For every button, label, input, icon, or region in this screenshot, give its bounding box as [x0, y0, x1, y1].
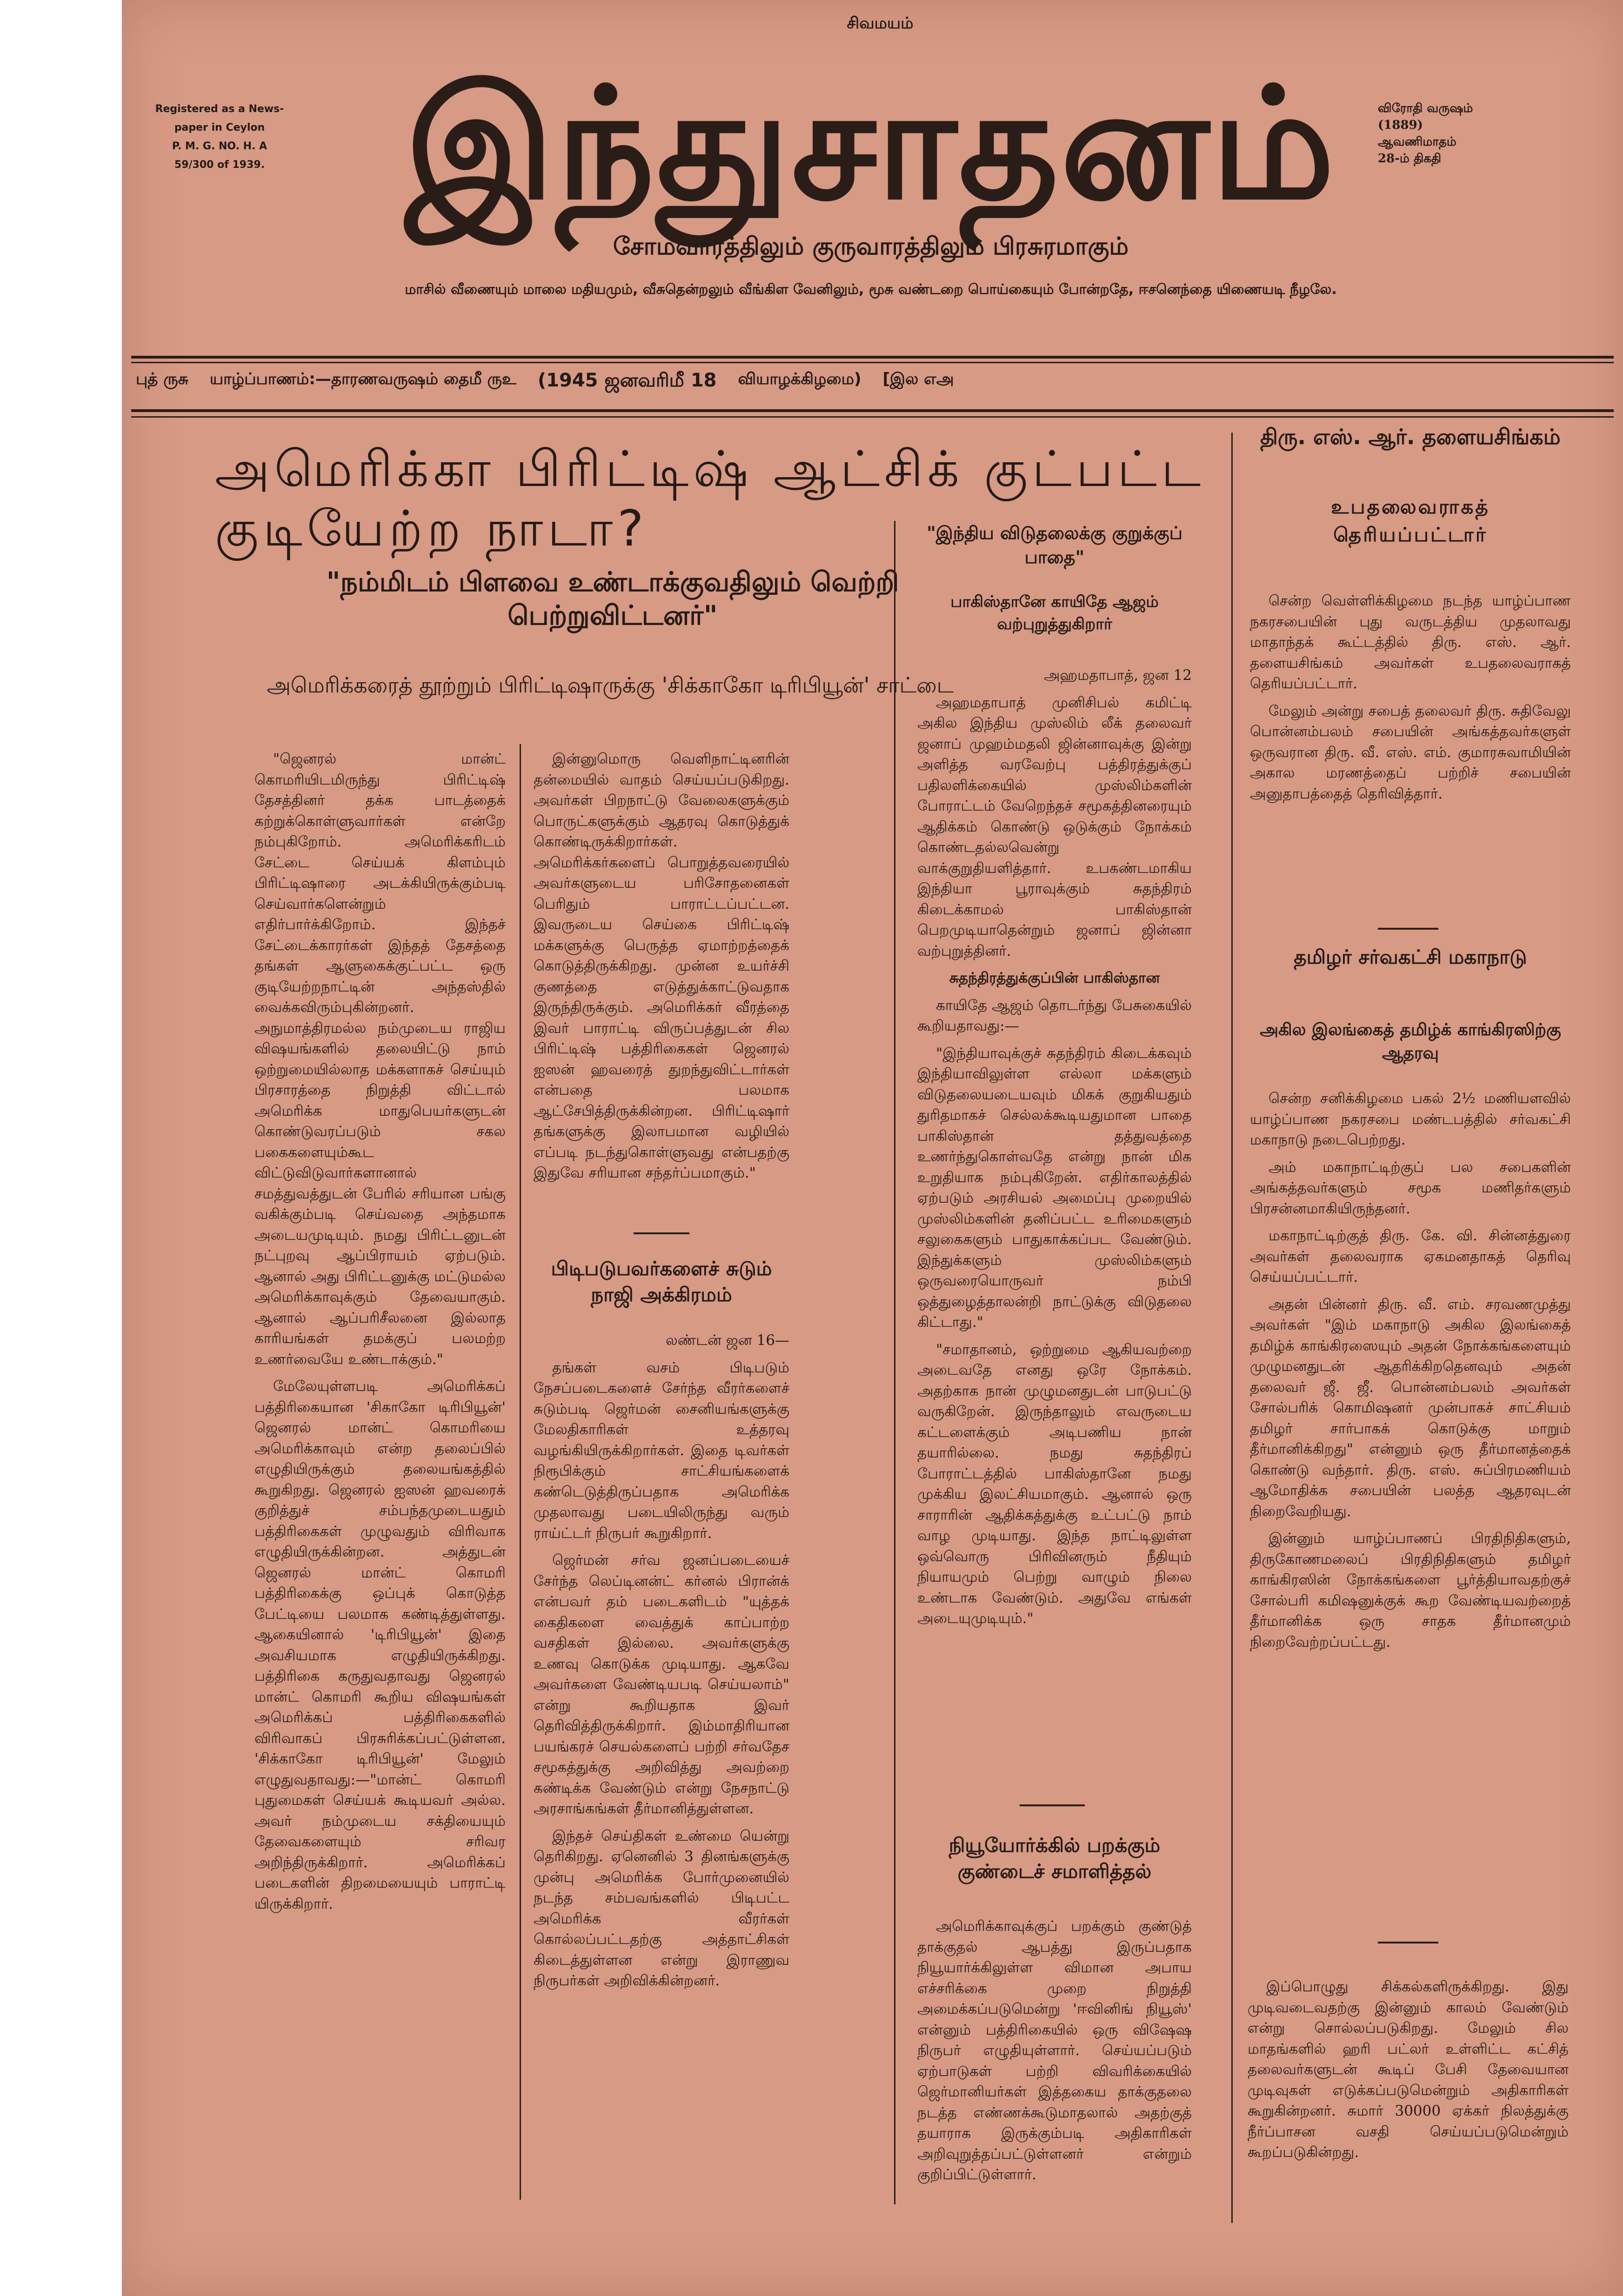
year-line: ஆவணிமாதம்	[1378, 135, 1456, 149]
dateline-place: யாழ்ப்பாணம்:—தாரணவருஷம் தைமீ ருஉ	[209, 370, 516, 388]
right-headline: உபதலைவராகத் தெரியப்பட்டார்	[1331, 495, 1490, 546]
article-paragraph: மேலும் அன்று சபைத் தலைவர் திரு. சுதிவேலு பொன்னம்பலம் சபையின் அங்கத்தவர்களுள் ஒருவரான திரு. வீ. எஸ். எம். குமாரசுவாமியின் அகால மரணத்தைப் பற்றிச் சபையின் அனுதாபத்தைத் தெரிவித்தார்.	[1250, 702, 1571, 802]
conference-headline: தமிழர் சர்வகட்சி மகாநாடு	[1294, 945, 1527, 968]
pakistan-subhead: பாகிஸ்தானே காயிதே ஆஜம் வற்புறுத்துகிறார்	[950, 592, 1159, 633]
section-divider	[1378, 928, 1438, 930]
article-paragraph: அமெரிக்காவுக்குப் பறக்கும் குண்டுத் தாக்குதல் ஆபத்து இருப்பதாக நியூயார்க்கிலுள்ள விமான அபாய எச்சரிக்கை முறை நிறுத்தி அமைக்கப்படுமென்று 'ஈவினிங் நியூஸ்' என்னும் பத்திரிகையில் ஒரு விஷேஷ நிருபர் எழுதியுள்ளார். செய்யப்படும் ஏற்பாடுகள் பற்றி விவரிக்கையில் ஜெர்மானியர்கள் இத்தகைய தாக்குதலை நடத்த எண்ணக்கூடுமாதலால் அதற்குத் தயாராக இருக்கும்படி அதிகாரிகள் அறிவுறுத்தப்பட்டுள்ளனர் என்றும் குறிப்பிட்டுள்ளார்.	[917, 1918, 1192, 2183]
article-paragraph: சென்ற வெள்ளிக்கிழமை நடந்த யாழ்ப்பாண நகரசபையின் புது வருடத்திய முதலாவது மாதாந்தக் கூட்டத்தில் திரு. எஸ். ஆர். தளையசிங்கம் அவர்கள் உபதலைவராகத் தெரியப்பட்டார்.	[1250, 592, 1571, 692]
arrest-article	[534, 1330, 789, 2186]
article-paragraph: இந்தச் செய்திகள் உண்மை யென்று தெரிகிறது. ஏனெனில் 3 தினங்களுக்கு முன்பு அமெரிக்க போர்முனையில் நடந்த சம்பவங்களில் பிடிபட்ட அமெரிக்க வீரர்கள் கொல்லப்பட்டதற்கு அத்தாட்சிகள் கிடைத்துள்ளன என்று இராணுவ நிருபர்கள் அறிவிக்கின்றனர்.	[534, 1827, 789, 1989]
right-name-headline: திரு. எஸ். ஆர். தளையசிங்கம்	[1260, 424, 1561, 449]
column-rule	[520, 744, 521, 2200]
arrest-headline: பிடிபடுபவர்களைச் சுடும் நாஜி அக்கிரமம்	[551, 1257, 772, 1306]
section-divider	[1378, 1942, 1438, 1943]
conference-subhead: அகில இலங்கைத் தமிழ்க் காங்கிரஸிற்கு ஆதரவு	[1260, 1020, 1561, 1063]
article-paragraph: இன்னும் யாழ்ப்பாணப் பிரதிநிதிகளும், திருகோணமலைப் பிரதிநிதிகளும் தமிழர் காங்கிரஸின் நோக்கங்களை பூர்த்தியாவதற்குச் சோல்பரி கமிஷனுக்குக் கூற வேண்டியவற்றைத் தீர்மானிக்க ஒரு சாதக தீர்மானமும் நிறைவேற்றப்பட்டது.	[1250, 1530, 1571, 1650]
lead-subhead: "நம்மிடம் பிளவை உண்டாக்குவதிலும் வெற்றி பெற்றுவிட்டனர்"	[326, 566, 899, 631]
masthead-rule	[131, 356, 1614, 359]
registration-note	[145, 100, 294, 174]
publication-tagline: சோமவாரத்திலும் குருவாரத்திலும் பிரசுரமாகும்	[613, 233, 1129, 260]
section-divider	[634, 1232, 689, 1234]
lead-article-column-2	[534, 749, 789, 1223]
issue-date: (1945 ஜனவரிமீ 18	[537, 370, 717, 391]
pakistan-quote-headline: "இந்திய விடுதலைக்கு குறுக்குப் பாதை"	[926, 523, 1183, 567]
column-rule	[1231, 433, 1233, 2223]
article-paragraph: "இந்தியாவுக்குச் சுதந்திரம் கிடைக்கவும் இந்தியாவிலுள்ள எல்லா மக்களும் விடுதலையடையவும் மிகக் குறுகியதும் துரிதமாகச் செல்லக்கூடியதுமான பாதை பாகிஸ்தான் தத்துவத்தை உணர்ந்துகொள்வதே என்று நான் மிக உறுதியாக நம்புகிறேன். எதிர்காலத்தில் ஏற்படும் அரசியல் அமைப்பு முறையில் முஸ்லிம்களின் தனிப்பட்ட உரிமைகளும் சலுகைகளும் பாதுகாக்கப்பட வேண்டும். இந்துக்களும் முஸ்லிம்களும் ஒருவரையொருவர் நம்பி ஒத்துழைத்தாலன்றி நாட்டுக்கு விடுதலை கிட்டாது."	[917, 1045, 1192, 1331]
year-line: விரோதி வருஷம்	[1378, 101, 1473, 115]
volume-number: புத் ருசு	[136, 370, 188, 388]
article-dateline: லண்டன் ஜன 16—	[666, 1332, 789, 1349]
dateline-rule	[131, 409, 1614, 412]
article-paragraph: அதன் பின்னர் திரு. வீ. எம். சரவணமுத்து அவர்கள் "இம் மகாநாடு அகில இலங்கைத் தமிழ்க் காங்கிரஸையும் அதன் நோக்கங்களையும் முழுமனதுடன் ஆதரிக்கிறதெனவும் அதன் தலைவர் ஜீ. ஜீ. பொன்னம்பலம் அவர்கள் சோல்பரிக் கொமிஷனர் முன்பாகச் சாட்சியம் தமிழர் சார்பாகக் கொடுக்கு மாறும் தீர்மானிக்கிறது" என்னும் ஒரு தீர்மானத்தைக் கொண்டு வந்தார். திரு. எஸ். சுப்பிரமணியம் ஆமோதிக்க சபையின் பலத்த ஆதரவுடன் நிறைவேறியது.	[1250, 1296, 1571, 1520]
article-paragraph: இன்னுமொரு வெளிநாட்டினரின் தன்மையில் வாதம் செய்யப்படுகிறது. அவர்கள் பிறநாட்டு வேலைகளுக்கும் பொருட்களுக்கும் ஆதரவு கொடுத்துக் கொண்டிருக்கிறார்கள். அமெரிக்கர்களைப் பொறுத்தவரையில் அவர்களுடைய பரிசோதனைகள் பெரிதும் பாராட்டப்பட்டன. இவருடைய செய்கை பிரிட்டிஷ் மக்களுக்கு பெருத்த ஏமாற்றத்தைக் கொடுத்திருக்கிறது. முன்ன உயர்ச்சி குணத்தை எடுத்துக்காட்டுவதாக இருந்திருக்கும். அமெரிக்கர் வீரத்தை இவர் பாராட்டி விருப்பத்துடன் சில பிரிட்டிஷ் பத்திரிகைகள் ஜெனரல் ஐஸன் ஹவரைத் துறந்துவிட்டார்கள் என்பதை பலமாக ஆட்சேபித்திருக்கின்றன. பிரிட்டிஷார் தங்களுக்கு இலாபமான வழியில் எப்படி நடந்துகொள்ளுவது என்பதற்கு இதுவே சரியான சந்தர்ப்பமாகும்."	[534, 751, 789, 1181]
article-subheading: சுதந்திரத்துக்குப்பின் பாகிஸ்தான	[949, 970, 1160, 986]
article-paragraph: இப்பொழுது சிக்கல்களிருக்கிறது. இது முடிவடைவதற்கு இன்னும் காலம் வேண்டும் என்று சொல்லப்படுகிறது. மேலும் சில மாதங்களில் ஹரி பட்லர் உள்ளிட்ட கட்சித் தலைவர்களுடன் கூடிப் பேசி தேவையான முடிவுகள் எடுக்கப்படுமென்றும் அதிகாரிகள் கூறுகின்றனர். சுமார் 30000 ஏக்கர் நிலத்துக்கு நீர்ப்பாசன வசதி செய்யப்படுமென்றும் கூறப்படுகின்றது.	[1248, 1978, 1569, 2161]
issue-day: வியாழக்கிழமை)	[738, 370, 862, 388]
article-paragraph: தங்கள் வசம் பிடிபடும் நேசப்படைகளைச் சேர்ந்த வீரர்களைச் சுடும்படி ஜெர்மன் சைனியங்களுக்கு மேலதிகாரிகள் உத்தரவு வழங்கியிருக்கிறார்கள். இதை டிவர்கள் நிரூபிக்கும் சாட்சியங்களைக் கண்டெடுத்திருப்பதாக அமெரிக்க முதலாவது படையிலிருந்து வரும் ராய்ட்டர் நிருபர் கூறுகிறார்.	[534, 1359, 789, 1542]
article-paragraph: சென்ற சனிக்கிழமை பகல் 2½ மணியளவில் யாழ்ப்பாண நகரசபை மண்டபத்தில் சர்வகட்சி மகாநாடு நடைபெற்றது.	[1250, 1090, 1571, 1148]
registration-line: P. M. G. NO. H. A	[172, 140, 267, 152]
lead-article-column-1	[254, 749, 506, 2190]
article-paragraph: காயிதே ஆஜம் தொடர்ந்து பேசுகையில் கூறியதாவது:—	[917, 997, 1192, 1034]
bottom-right-article	[1248, 1977, 1569, 2228]
article-paragraph: அம் மகாநாட்டிற்குப் பல சபைகளின் அங்கத்தவர்களும் சமூக மணிதர்களும் பிரசன்னமாகியிருந்தனர்.	[1250, 1158, 1571, 1217]
masthead-rule	[131, 362, 1614, 363]
article-paragraph: "ஜெனரல் மான்ட் கொமரியிடமிருந்து பிரிட்டிஷ் தேசத்தினர் தக்க பாடத்தைக் கற்றுக்கொள்ளுவார்கள் என்றே நம்புகிறோம். அமெரிக்கரிடம் சேட்டை செய்யக் கிளம்பும் பிரிட்டிஷாரை அடக்கியிருக்கும்படி செய்வார்களென்றும் எதிர்பார்க்கிறோம். இந்தச் சேட்டைக்காரர்கள் இந்தத் தேசத்தை தங்கள் ஆளுகைக்குட்பட்ட ஒரு குடியேற்றநாட்டின் அந்தஸ்தில் வைக்கவிரும்புகின்றனர். அநுமாத்திரமல்ல நம்முடைய ராஜிய விஷயங்களில் தலையிட்டு நாம் ஒற்றுமையில்லாத மக்களாகச் செய்யும் பிரசாரத்தை நிறுத்தி விட்டால் அமெரிக்க மாதுபெயர்களுடன் கொண்டுவரப்படும் சகல பகைகளையும்கூட விட்டுவிடுவார்களானால் சமத்துவத்துடன் பேரில் சரியான பங்கு வகிக்கும்படி செய்வதை அந்தமாக அடையமுடியும். நமது பிரிட்டனுடன் நட்புறவு ஆப்பிராயம் ஏற்படும். ஆனால் அது பிரிட்டனுக்கு மட்டுமல்ல அமெரிக்காவுக்கும் தேவையாகும். ஆனால் ஆப்பரிசீலனை இல்லாத காரியங்கள் தமக்குப் பலமற்ற உணர்வையே உண்டாக்கும்."	[254, 751, 506, 1368]
year-line: 28-ம் திகதி	[1378, 152, 1442, 166]
lead-kicker: அமெரிக்கரைத் தூற்றும் பிரிட்டிஷாருக்கு 'சிக்காகோ டிரிபியூன்' சாட்டை	[267, 672, 954, 698]
registration-line: paper in Ceylon	[174, 122, 265, 133]
right-article	[1250, 591, 1571, 916]
article-paragraph: "சமாதானம், ஒற்றுமை ஆகியவற்றை அடைவதே எனது ஒரே நோக்கம். அதற்காக நான் முழுமனதுடன் பாடுபட்டு வருகிறேன். இருந்தாலும் எவருடைய கட்டளைக்கும் அடிபணிய நான் தயாரில்லை. நமது சுதந்திரப் போராட்டத்தில் பாகிஸ்தானே நமது முக்கிய இலட்சியமாகும். ஆனால் ஒரு சாராரின் ஆதிக்கத்துக்கு உட்பட்டு நாம் வாழ முடியாது. இந்த நாட்டிலுள்ள ஒவ்வொரு பிரிவினரும் நீதியும் நியாயமும் பெற்று வாழும் நிலை உண்டாக வேண்டும். அதுவே எங்கள் அடையுமுடியும்."	[917, 1341, 1192, 1627]
article-paragraph: அஹமதாபாத் முனிசிபல் கமிட்டி அகில இந்திய முஸ்லிம் லீக் தலைவர் ஜனாப் முஹம்மதலி ஜின்னாவுக்கு இன்று அளித்த வரவேற்பு பத்திரத்துக்குப் பதிலளிக்கையில் முஸ்லிம்களின் போராட்டம் வேறெந்தச் சமூகத்தினரையும் ஆதிக்கம் கொண்டு ஒடுக்கும் நோக்கம் கொண்டதல்லவென்று வாக்குறுதியளித்தார். உபகண்டமாகிய இந்தியா பூராவுக்கும் சுதந்திரம் கிடைக்காமல் பாகிஸ்தான் பெறமுடியாதென்றும் ஜனாப் ஜின்னா வற்புறுத்தினர்.	[917, 694, 1192, 959]
conference-article	[1250, 1088, 1571, 1888]
year-info	[1378, 100, 1573, 167]
article-dateline: அஹமதாபாத், ஜன 12	[1043, 667, 1192, 684]
pakistan-article	[917, 665, 1192, 1786]
dateline-rule	[131, 416, 1614, 418]
article-paragraph: மகாநாட்டிற்குத் திரு. கே. வி. சின்னத்துரை அவர்கள் தலைவராக ஏகமனதாகத் தெரிவு செய்யப்பட்டார்.	[1250, 1227, 1571, 1285]
year-line: (1889)	[1378, 118, 1423, 132]
newspaper-page	[122, 0, 1623, 2296]
lead-headline-line: குடியேற்ற நாடா?	[215, 500, 648, 557]
masthead-motto: மாசில் வீணையும் மாலை மதியமும், வீசுதென்றலும் வீங்கிள வேனிலும், மூசு வண்டறை பொய்கையும் போன்றதே, ஈசனெந்தை யிணையடி நீழலே.	[405, 281, 1337, 298]
shaivam-mark: சிவமயம்	[847, 14, 914, 33]
issue-number: [இல எஅ	[882, 370, 954, 388]
registration-line: 59/300 of 1939.	[174, 159, 265, 171]
nyc-article	[917, 1916, 1192, 2204]
registration-line: Registered as a News-	[155, 103, 284, 115]
article-paragraph: ஜெர்மன் சர்வ ஜனப்படையைச் சேர்ந்த லெப்டினன்ட் கர்னல் பிரான்க் என்பவர் தம் படைகளிடம் "யுத்தக் கைதிகளை வைத்துக் காப்பாற்ற வசதிகள் இல்லை. அவர்களுக்கு உணவு கொடுக்க முடியாது. ஆகவே அவர்களை வேண்டியபடி செய்யலாம்" என்று கூறியதாக இவர் தெரிவித்திருக்கிறார். இம்மாதிரியான பயங்கரச் செயல்களைப் பற்றி சர்வதேச சமூகத்துக்கு அறிவித்து அவற்றை கண்டிக்க வேண்டும் என்று நேசநாட்டு அரசாங்கங்கள் தீர்மானித்துள்ளன.	[534, 1552, 789, 1817]
dateline	[131, 370, 1618, 393]
lead-headline-line: அமெரிக்கா பிரிட்டிஷ் ஆட்சிக் குட்பட்ட	[215, 440, 1206, 498]
nyc-headline: நியூயோர்க்கில் பறக்கும் குண்டைச் சமாளித்தல்	[948, 1834, 1161, 1883]
column-rule	[894, 521, 895, 2204]
newspaper-title: இந்துசாதனம்	[405, 55, 1337, 233]
article-paragraph: மேலேயுள்ளபடி அமெரிக்கப் பத்திரிகையான 'சிகாகோ டிரிபியூன்' ஜெனரல் மான்ட் கொமரியை அமெரிக்காவும் என்ற தலைப்பில் எழுதியிருக்கும் தலையங்கத்தில் கூறுகிறது. ஜெனரல் ஐஸன் ஹவரைக் குறித்துச் சம்பந்தமுடையதும் பத்திரிகைகள் முழுவதும் விரிவாக எழுதியிருக்கின்றன. அத்துடன் ஜெனரல் மான்ட் கொமரி பத்திரிகைக்கு ஒப்புக் கொடுத்த பேட்டியை பலமாக கண்டித்துள்ளது. ஆகையினால் 'டிரிபியூன்' இதை அவசியமாக எழுதியிருக்கிறது. பத்திரிகை கருதுவதாவது ஜெனரல் மான்ட் கொமரி கூறிய விஷயங்கள் அமெரிக்கப் பத்திரிகைகளில் விரிவாகப் பிரசுரிக்கப்பட்டுள்ளன. 'சிக்காகோ டிரிபியூன்' மேலும் எழுதுவதாவது:—"மான்ட் கொமரி புதுமைகள் செய்யக் கூடியவர் அல்ல. அவர் நம்முடைய சக்தியையும் தேவைகளையும் சரிவர அறிந்திருக்கிறார். அமெரிக்கப் படைகளின் திறமையையும் பாராட்டி யிருக்கிறார்.	[254, 1378, 506, 1912]
section-divider	[1020, 1804, 1085, 1806]
